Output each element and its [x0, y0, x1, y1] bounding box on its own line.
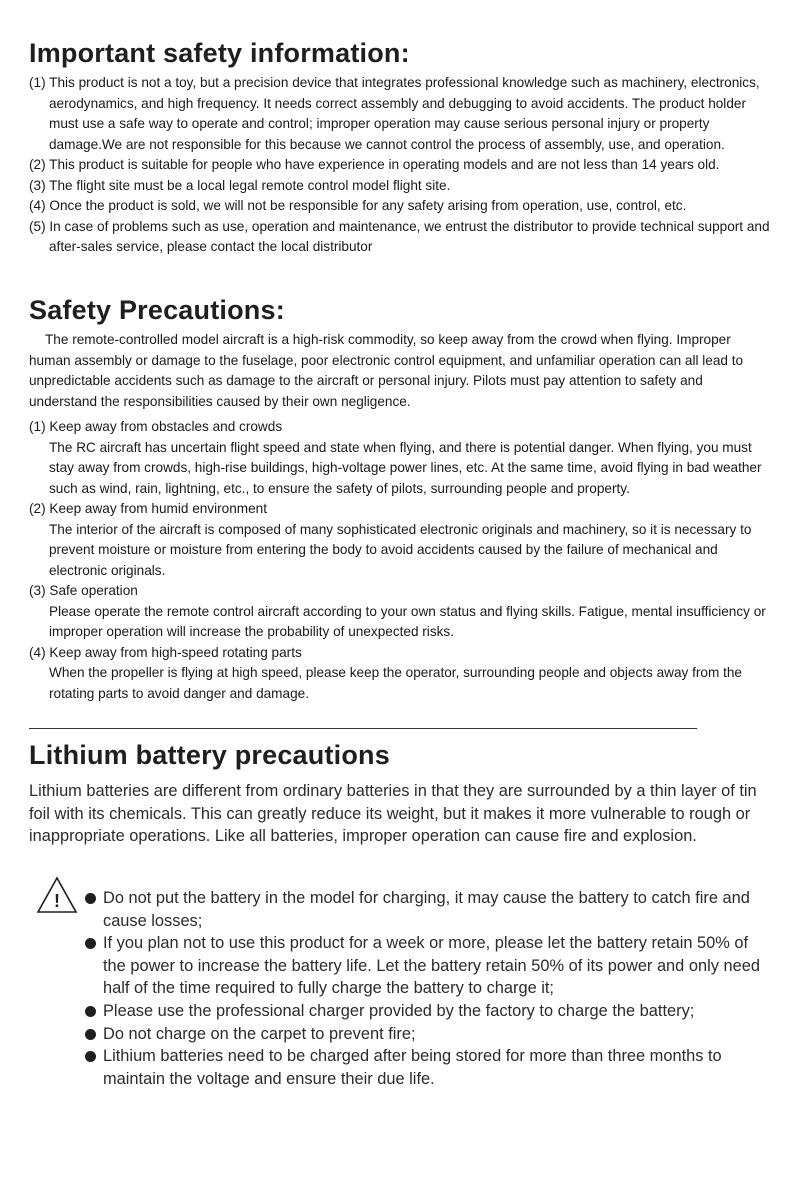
item-number: (2): [29, 157, 46, 172]
bullet-text: Lithium batteries need to be charged after being stored for more than three months to maintain the voltage and ensure their due life.: [103, 1047, 722, 1088]
precaution-heading: (3) Safe operation: [29, 583, 138, 598]
battery-bullet-5: [84, 1045, 774, 1090]
precaution-item-2: [29, 499, 774, 581]
item-text: This product is suitable for people who have experience in operating models and are not less than 14 years old.: [49, 157, 720, 172]
bullet-dot-icon: [85, 1006, 96, 1017]
precaution-text: The interior of the aircraft is composed of many sophisticated electronic originals and machinery, so it is necessary to prevent moisture or moisture from entering the body to avoid accidents caused by the failure of mechanical and electronic originals.: [49, 521, 752, 578]
precaution-text: Please operate the remote control aircraft according to your own status and flying skills. Fatigue, mental insufficiency or improper operation will increase the probability of unexpected risks.: [49, 603, 766, 639]
item-text: Once the product is sold, we will not be responsible for any safety arising from operation, use, control, etc.: [49, 198, 687, 213]
battery-bullet-2: [84, 932, 774, 1000]
item-number: (5): [29, 218, 46, 234]
bullet-text: Do not put the battery in the model for charging, it may cause the battery to catch fire and cause losses;: [103, 889, 750, 930]
battery-bullet-3: [84, 1000, 774, 1023]
bullet-text: Do not charge on the carpet to prevent fire;: [103, 1024, 416, 1043]
important-item-5: [29, 217, 774, 258]
precaution-text: The RC aircraft has uncertain flight speed and state when flying, and there is potential danger. When flying, you must stay away from crowds, high-rise buildings, high-voltage power lines, etc. At the same time, avoid flying in bad weather such as wind, rain, lightning, etc., to ensure the safety of pilots, surrounding people and property.: [49, 439, 762, 496]
important-item-4: [29, 196, 774, 217]
battery-bullet-1: [84, 887, 774, 932]
lithium-battery-bullets: [84, 887, 774, 1090]
precaution-heading: (1) Keep away from obstacles and crowds: [29, 419, 283, 434]
section-divider: [29, 728, 697, 729]
bullet-dot-icon: [85, 1051, 96, 1062]
important-safety-heading: Important safety information:: [29, 38, 410, 68]
lithium-battery-intro: Lithium batteries are different from ordinary batteries in that they are surrounded by a thin layer of tin foil with its chemicals. This can greatly reduce its weight, but it makes it more vulnerable to rough or inappropriate operations. Like all batteries, improper operation can cause fire and explosion.: [29, 782, 757, 846]
bullet-text: Please use the professional charger provided by the factory to charge the battery;: [103, 1001, 695, 1020]
warning-triangle-icon: [36, 876, 78, 914]
precaution-heading: (2) Keep away from humid environment: [29, 501, 267, 516]
precaution-item-1: [29, 417, 774, 499]
bullet-dot-icon: [85, 893, 96, 904]
precaution-item-4: [29, 643, 774, 705]
battery-bullet-4: [84, 1023, 774, 1046]
safety-precautions-heading: Safety Precautions:: [29, 295, 285, 325]
important-item-2: [29, 155, 774, 176]
safety-precautions-intro: The remote-controlled model aircraft is a high-risk commodity, so keep away from the crowd when flying. Improper human assembly or damage to the fuselage, poor electronic control equipment, and unfamiliar operation can all lead to unpredictable accidents such as damage to the aircraft or personal injury. Pilots must pay attention to safety and understand the responsibilities caused by their own negligence.: [29, 332, 744, 409]
item-number: (1): [29, 75, 46, 90]
bullet-dot-icon: [85, 1029, 96, 1040]
important-item-3: [29, 176, 774, 197]
item-number: (4): [29, 198, 46, 213]
lithium-battery-heading: Lithium battery precautions: [29, 740, 390, 770]
precaution-item-3: [29, 581, 774, 643]
important-safety-list: [29, 73, 774, 258]
precaution-heading: (4) Keep away from high-speed rotating parts: [29, 644, 302, 660]
safety-precautions-list: [29, 417, 774, 704]
item-text: This product is not a toy, but a precision device that integrates professional knowledge such as machinery, electronics, aerodynamics, and high frequency. It needs correct assembly and debugging to avoid accidents. The product holder must use a safe way to operate and control; improper operation may cause serious personal injury or property damage.We are not responsible for this because we cannot control the process of assembly, use, and operation.: [49, 75, 760, 152]
warning-exclamation: !: [54, 891, 60, 911]
bullet-dot-icon: [85, 938, 96, 949]
item-number: (3): [29, 177, 46, 193]
item-text: The flight site must be a local legal remote control model flight site.: [49, 177, 451, 193]
important-item-1: [29, 73, 774, 155]
bullet-text: If you plan not to use this product for a week or more, please let the battery retain 50% of the power to increase the battery life. Let the battery retain 50% of its power and only need half of the time required to fully charge the battery to charge it;: [103, 934, 760, 998]
item-text: In case of problems such as use, operation and maintenance, we entrust the distributor to provide technical support and after-sales service, please contact the local distributor: [49, 218, 770, 254]
precaution-text: When the propeller is flying at high speed, please keep the operator, surrounding people and objects away from the rotating parts to avoid danger and damage.: [49, 665, 742, 701]
